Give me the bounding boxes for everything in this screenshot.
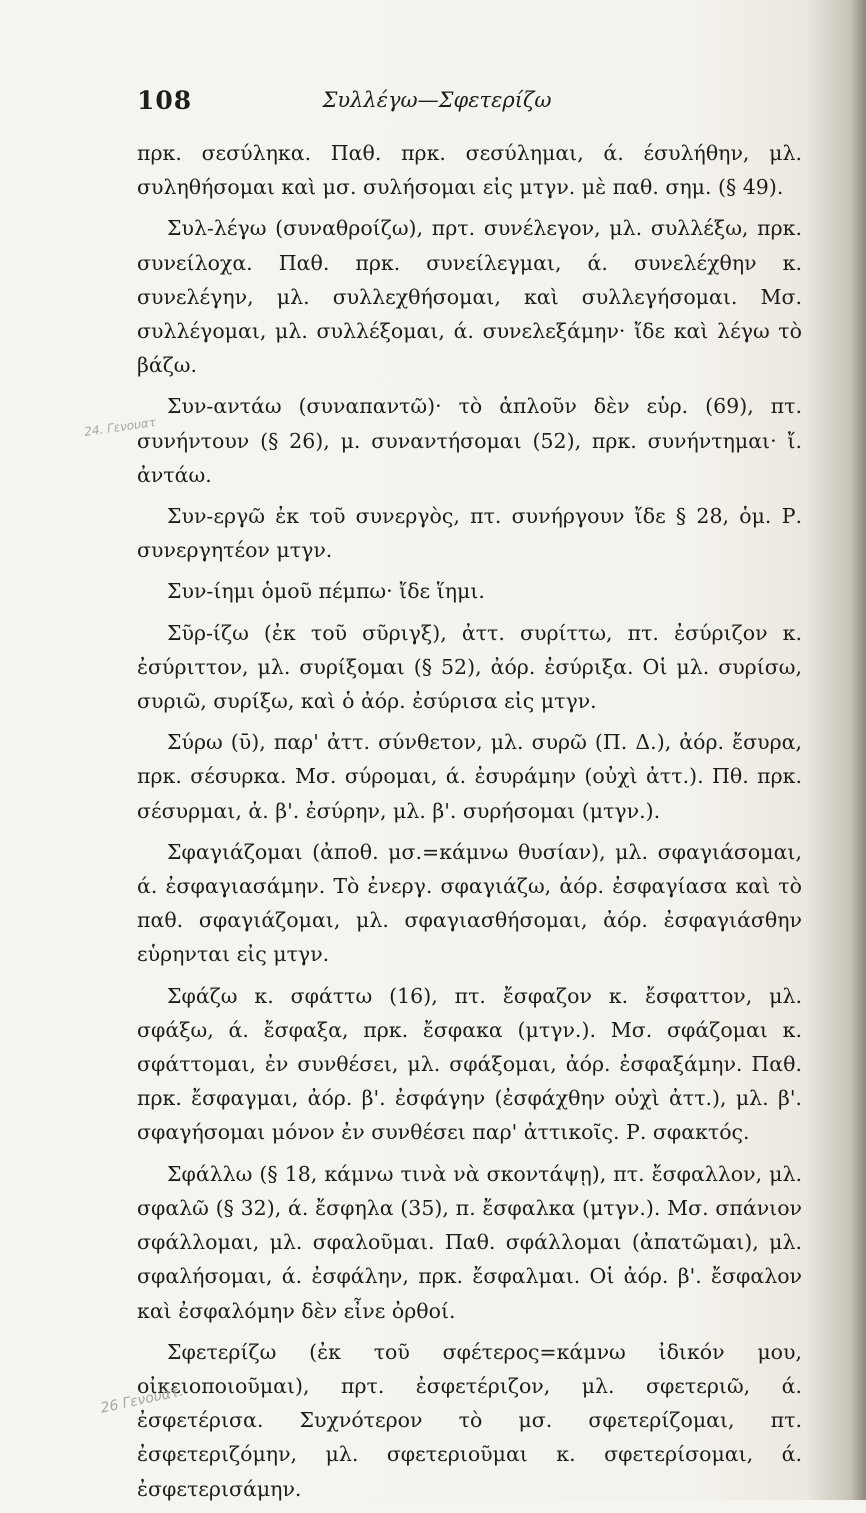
paragraph-entry: Σφάλλω (§ 18, κάμνω τινὰ νὰ σκοντάψῃ), πτ. ἔσφαλλον, μλ. σφαλῶ (§ 32), ά. ἔσφηλα (35), π. ἔσφαλκα (μτγν.). Μσ. σπάνιον σφάλλομαι, μλ. σφαλοῦμαι. Παθ. σφάλλομαι (ἀπατῶμαι), μλ. σφαλήσομαι, ά. ἐσφάλην, πρκ. ἔσφαλμαι. Οἱ ἀόρ. β'. ἔσφαλον καὶ ἐσφαλόμην δὲν εἶνε ὀρθοί. bbox=[137, 1161, 802, 1323]
page-edge-shadow bbox=[852, 0, 866, 1500]
running-head: Συλλέγω—Σφετερίζω bbox=[322, 88, 552, 112]
dictionary-text bbox=[137, 136, 802, 1513]
pencil-margin-note: 26 Γενουατ. bbox=[99, 1383, 185, 1417]
paragraph-entry: Σφετερίζω (ἐκ τοῦ σφέτερος=κάμνω ἰδικόν μου, οἰκειοποιοῦμαι), πρτ. ἐσφετέριζον, μλ. σφετεριῶ, ά. ἐσφετέρισα. Συχνότερον τὸ μσ. σφετερίζομαι, πτ. ἐσφετεριζόμην, μλ. σφετεριοῦμαι κ. σφετερίσομαι, ά. ἐσφετερισάμην. bbox=[137, 1339, 802, 1501]
paragraph-entry: Συν-αντάω (συναπαντῶ)· τὸ ἁπλοῦν δὲν εὑρ. (69), πτ. συνήντουν (§ 26), μ. συναντήσομαι (52), πρκ. συνήντημαι· ἴ. ἀντάω. bbox=[137, 394, 802, 487]
page-header bbox=[137, 86, 802, 120]
paragraph-entry: Συν-εργῶ ἐκ τοῦ συνεργὸς, πτ. συνήργουν ἴδε § 28, ὁμ. Ρ. συνεργητέον μτγν. bbox=[137, 504, 802, 563]
pencil-margin-note: 24. Γενουατ bbox=[83, 415, 157, 439]
paragraph-entry: Σφαγιάζομαι (ἀποθ. μσ.=κάμνω θυσίαν), μλ. σφαγιάσομαι, ά. ἐσφαγιασάμην. Τὸ ἐνεργ. σφαγιάζω, ἀόρ. ἐσφαγίασα καὶ τὸ παθ. σφαγιάζομαι, μλ. σφαγιασθήσομαι, ἀόρ. ἐσφαγιάσθην εὑρηνται εἰς μτγν. bbox=[137, 839, 802, 967]
paragraph-entry: Σύρω (ῡ), παρ' ἀττ. σύνθετον, μλ. συρῶ (Π. Δ.), ἀόρ. ἔσυρα, πρκ. σέσυρκα. Μσ. σύρομαι, ά. ἐσυράμην (οὐχὶ ἀττ.). Πθ. πρκ. σέσυρμαι, ἀ. β'. ἐσύρην, μλ. β'. συρήσομαι (μτγν.). bbox=[137, 730, 802, 823]
page-number: 108 bbox=[137, 86, 193, 115]
paragraph-entry: Σῦρ-ίζω (ἐκ τοῦ σῦριγξ), ἀττ. συρίττω, πτ. ἐσύριζον κ. ἐσύριττον, μλ. συρίξομαι (§ 52), ἀόρ. ἐσύριξα. Οἱ μλ. συρίσω, συριῶ, συρίξω, καὶ ὁ ἀόρ. ἐσύρισα εἰς μτγν. bbox=[137, 620, 802, 714]
paragraph-entry: πρκ. σεσύληκα. Παθ. πρκ. σεσύλημαι, ά. έσυλήθην, μλ. συληθήσομαι καὶ μσ. συλήσομαι εἰς μτγν. μὲ παθ. σημ. (§ 49). bbox=[137, 141, 802, 200]
paragraph-entry: Συλ-λέγω (συναθροίζω), πρτ. συνέλεγον, μλ. συλλέξω, πρκ. συνείλοχα. Παθ. πρκ. συνείλεγμαι, ά. συνελέχθην κ. συνελέγην, μλ. συλλεχθήσομαι, καὶ συλλεγήσομαι. Μσ. συλλέγομαι, μλ. συλλέξομαι, ά. συνελεξάμην· ἴδε καὶ λέγω τὸ βάζω. bbox=[137, 216, 802, 378]
paragraph-entry: Συν-ίημι ὁμοῦ πέμπω· ἴδε ἵημι. bbox=[167, 579, 485, 604]
paragraph-entry: Σφάζω κ. σφάττω (16), πτ. ἔσφαζον κ. ἔσφαττον, μλ. σφάξω, ά. ἔσφαξα, πρκ. ἔσφακα (μτγν.). Μσ. σφάζομαι κ. σφάττομαι, ἐν συνθέσει, μλ. σφάξομαι, ἀόρ. ἐσφαξάμην. Παθ. πρκ. ἔσφαγμαι, ἀόρ. β'. ἐσφάγην (ἐσφάχθην οὐχὶ ἀττ.), μλ. β'. σφαγήσομαι μόνον ἐν συνθέσει παρ' ἀττικοῖς. Ρ. σφακτός. bbox=[137, 983, 802, 1145]
